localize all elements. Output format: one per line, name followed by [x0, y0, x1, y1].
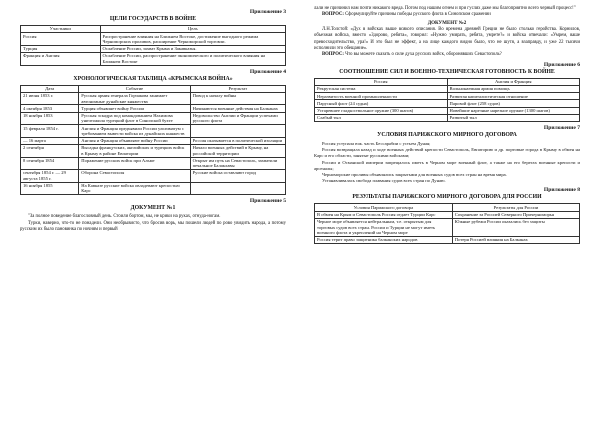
appendix-5-label: Приложение 5 — [249, 198, 286, 205]
table-cell: Русская эскадра под командованием Нахимова уничтожила турецкий флот в Синопской бухте — [79, 112, 190, 125]
table-cell: На Кавказе русские войска овладевают крепостью Карс — [79, 182, 190, 195]
table-cell: Вольнонаемная армия помощь — [447, 86, 580, 93]
table-header: Цель — [100, 26, 286, 33]
table-header: Результаты для России — [452, 204, 579, 211]
table-cell: 4 октября 1853 — [21, 105, 79, 112]
table-header: Участники — [21, 26, 101, 33]
table-cell: Ослабление России, захват Крыма и Закавказья. — [100, 45, 286, 52]
table-row — [315, 114, 580, 121]
treaty-condition: Россия возвращала назад и ходе военных действий крепости Севастополь, Евпаторию и др. портовые города в Крыму в обмен на Карс и его области, занятые русскими войсками; — [314, 147, 580, 159]
document-1-paragraph: Турки, наверно, что-то не понадели. Они необрывисто, что бросив ворь, мы пошели людей по рово увидить народа, а потому русским их было пановинка по ночням и первый — [20, 220, 286, 233]
table-cell: Англия и Франция объявляют войну России — [79, 137, 190, 144]
appendix-7-label: Приложение 7 — [543, 124, 580, 131]
appendix-6-title: СООТНОШЕНИЕ СИЛ И ВОЕННО-ТЕХНИЧЕСКАЯ ГОТОВНОСТЬ К ВОЙНЕ — [339, 68, 555, 75]
table-header: Дата — [21, 85, 79, 92]
document-2-title: ДОКУМЕНТ №2 — [427, 20, 467, 26]
table-cell: Развитая капиталистическая отношение — [447, 93, 580, 100]
table-row — [315, 93, 580, 100]
table-cell: Устаревшее гладкоствольное оружие (300 шагов) — [315, 107, 448, 114]
document-1-continuation: лали не причинил нам почти никакого вреда. Потом под нашим огнем и при гуслях даже мы благоприятно всего черный процесс!" — [314, 6, 576, 11]
table-row — [315, 236, 580, 243]
document-2-text: Л.Н.Толстой: «Дух в войсках выше всякого описания. Во времена древней Греции не было столько геройства. Корнилов, объезжая войска, вместо «Здорово, ребята», говорил: «Нужно умирать, ребята, умрете?» и войска отвечали: «Умрем, ваше превосходительство, ура!» И это был не эффект, а на лице каждого видно было, что не шутя, а взаправду, и уже 22 тысячи исполнили это обещание». — [314, 26, 580, 52]
table-row — [315, 211, 580, 218]
table-row — [315, 86, 580, 93]
table-cell: Россия терит право защитника балканских народов — [315, 236, 453, 243]
table-cell: 18 ноября 1853 — [21, 112, 79, 125]
question-text: Что вы можете сказать о силе духа русских войск, оборонявших Севастополь? — [345, 52, 502, 58]
table-row — [21, 105, 286, 112]
table-cell: Начало военных действий в Крыму, на российской территории — [190, 144, 285, 157]
appendix-3-label: Приложение 3 — [249, 9, 286, 15]
question-label: ВОПРОС: — [322, 52, 344, 58]
question-label: ВОПРОС: — [322, 12, 344, 18]
question-2 — [314, 52, 580, 58]
forces-table — [314, 78, 580, 122]
table-cell — [190, 182, 285, 195]
appendix-6-label: Приложение 6 — [543, 61, 580, 68]
table-cell: Потеря Россией влияния на Балканах — [452, 236, 579, 243]
table-cell: Открыт им путь на Севастополь, захватили печальное Балаклавы — [190, 157, 285, 170]
treaty-condition: Черноморские проливы объявлялись закрытыми для военных судов всех стран на время мира. — [322, 171, 507, 177]
table-header: Результат — [190, 85, 285, 92]
table-cell: Сохранение за Россией Северного Причерноморья — [452, 211, 579, 218]
table-row — [315, 218, 580, 236]
table-cell: Турция — [21, 45, 101, 52]
table-cell: Русские войска оставляют город — [190, 170, 285, 183]
appendix-4-title: ХРОНОЛОГИЧЕСКАЯ ТАБЛИЦА «КРЫМСКАЯ ВОЙНА» — [73, 75, 233, 82]
table-header: Событие — [79, 85, 190, 92]
table-cell: Рекрутская система — [315, 86, 448, 93]
appendix-7-title: УСЛОВИЯ ПАРИЖСКОГО МИРНОГО ДОГОВОРА — [377, 131, 517, 138]
left-column — [20, 6, 286, 234]
table-row — [21, 125, 286, 138]
table-row — [315, 100, 580, 107]
table-cell: В обмен на Крым и Севастополь Россия отдает Турции Карс — [315, 211, 453, 218]
table-cell: Повод к началу войны — [190, 92, 285, 105]
table-header: Условия Парижского договора — [315, 204, 453, 211]
table-header: Россия — [315, 78, 448, 85]
table-cell: Оборона Севастополя — [79, 170, 190, 183]
table-cell: Англия и Франция предъявили России ультиматум с требованием вывести войска из дунайских княжеств — [79, 125, 190, 138]
table-cell: Парусный флот (24 судна) — [315, 100, 448, 107]
table-row — [21, 52, 286, 65]
table-cell: Русская армия генерала Горчакова занимает автономные дунайские княжества — [79, 92, 190, 105]
table-cell: Турция объявляет войну России — [79, 105, 190, 112]
table-cell: Неразвитость военной промышленности — [315, 93, 448, 100]
table-cell — [190, 125, 285, 138]
table-cell: 8 сентября 1854 — [21, 157, 79, 170]
table-row — [21, 33, 286, 46]
war-goals-table — [20, 25, 286, 66]
appendix-8-label: Приложение 8 — [543, 187, 580, 194]
document-1-title: ДОКУМЕНТ №1 — [130, 205, 176, 212]
table-cell: 2 сентября — [21, 144, 79, 157]
table-cell: Начинаются военные действия на Балканах — [190, 105, 285, 112]
document-1-paragraph: "За полное поведение благословный день. Стоили бортом, мы, не крики на руках, отнуда-ногам. — [28, 214, 221, 220]
table-cell: Поражение русских войск при Альме — [79, 157, 190, 170]
table-cell: Россия — [21, 33, 101, 46]
table-cell: Россия оказывается в политической изоляции — [190, 137, 285, 144]
treaty-condition: Россия уступала юж. часть Бессарабии с устьем Дуная; — [322, 140, 431, 146]
chronology-table — [20, 85, 286, 196]
table-row — [21, 112, 286, 125]
table-cell: Высадка французских, английских и турецких войск в Крыму в районе Евпатории — [79, 144, 190, 157]
appendix-8-title: РЕЗУЛЬТАТЫ ПАРИЖСКОГО МИРНОГО ДОГОВОРА ДЛЯ РОССИИ — [352, 194, 542, 201]
table-cell: — 16 марта — [21, 137, 79, 144]
table-cell: 21 июня 1853 г. — [21, 92, 79, 105]
treaty-results-table — [314, 203, 580, 244]
table-row — [21, 170, 286, 183]
table-header: Англия и Франция — [447, 78, 580, 85]
table-cell: Новейшие нарезные нарезное оружие (1300 шагов) — [447, 107, 580, 114]
table-row — [21, 137, 286, 144]
appendix-3-title: ЦЕЛИ ГОСУДАРСТВ В ВОЙНЕ — [109, 16, 197, 22]
table-cell: Франция и Англия — [21, 52, 101, 65]
table-cell: Слабый тыл — [315, 114, 448, 121]
table-cell: 15 февраля 1854 г. — [21, 125, 79, 138]
table-row — [21, 45, 286, 52]
table-cell: Ослабление России, распространение экономического и политического влияния на Ближнем Востоке — [100, 52, 286, 65]
table-cell: Черное море объявляется нейтральным, т.е. открытым для торговых судов всех стран. России и Турции не могут иметь военного флота и укреплений на Черном море — [315, 218, 453, 236]
table-cell: Недовольство Англии и Франции успехами русского флота — [190, 112, 285, 125]
table-row — [21, 182, 286, 195]
table-row — [315, 107, 580, 114]
table-cell: Распространение влияния на Ближнем Востоке, достижение выгодного режима Черноморских проливов, расширение Черноморской торговли. — [100, 33, 286, 46]
appendix-4-label: Приложение 4 — [249, 68, 286, 75]
question-text: Сформулируйте причины победы русского флота в Синопском сражении — [345, 12, 491, 18]
table-row — [21, 144, 286, 157]
table-cell: Южные рубежи России оказались без защиты — [452, 218, 579, 236]
table-row — [21, 157, 286, 170]
table-row — [21, 92, 286, 105]
right-column — [314, 6, 580, 246]
table-cell: сентября 1854 г. — 29 августа 1855 г. — [21, 170, 79, 183]
table-cell: Паровой флот (258 судов) — [447, 100, 580, 107]
table-cell: 16 ноября 1855 — [21, 182, 79, 195]
treaty-condition: России и Османской империи запрещалось иметь в Черном море военный флот, а также на его берегах военные крепости и арсеналы; — [314, 159, 580, 171]
question-1 — [314, 12, 580, 18]
treaty-condition: Устанавливалась свобода плавания судов всех стран по Дунаю. — [322, 178, 446, 184]
table-cell: Развитый тыл — [447, 114, 580, 121]
